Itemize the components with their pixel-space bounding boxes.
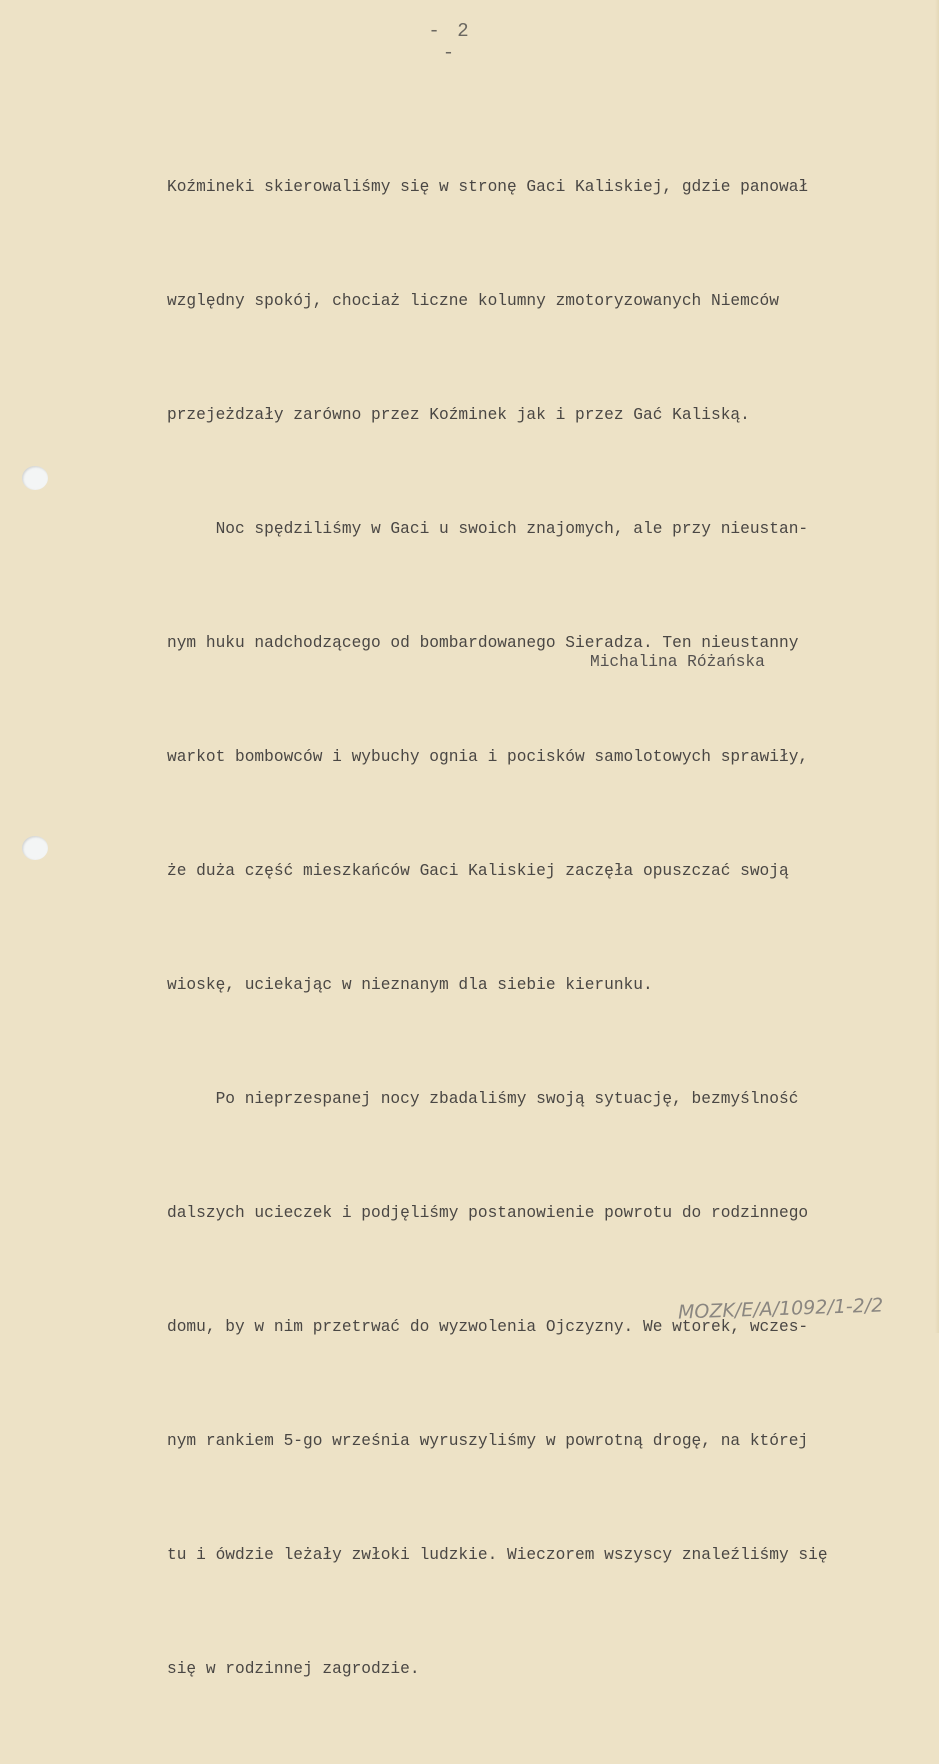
text-line: warkot bombowców i wybuchy ognia i pocisków samolotowych sprawiły, [167, 748, 809, 766]
text-line: tu i ówdzie leżały zwłoki ludzkie. Wieczorem wszyscy znaleźliśmy się [167, 1546, 828, 1564]
punch-hole-icon [22, 466, 48, 490]
text-line: Noc spędziliśmy w Gaci u swoich znajomych, ale przy nieustan- [167, 520, 809, 538]
text-line: wioskę, uciekając w nieznanym dla siebie kierunku. [167, 976, 653, 994]
text-line: przejeżdzały zarówno przez Koźminek jak i przez Gać Kaliską. [167, 406, 750, 424]
archive-reference: MOZK/E/A/1092/1-2/2 [677, 1294, 884, 1324]
text-line: się w rodzinnej zagrodzie. [167, 1660, 420, 1678]
text-line: względny spokój, chociaż liczne kolumny zmotoryzowanych Niemców [167, 292, 779, 310]
text-line: nym huku nadchodzącego od bombardowanego Sieradza. Ten nieustanny [167, 634, 799, 652]
text-line: Koźmineki skierowaliśmy się w stronę Gaci Kaliskiej, gdzie panował [167, 178, 809, 196]
signature: Michalina Różańska [590, 653, 765, 671]
text-line: nym rankiem 5-go września wyruszyliśmy w powrotną drogę, na której [167, 1432, 809, 1450]
text-line: dalszych ucieczek i podjęliśmy postanowienie powrotu do rodzinnego [167, 1204, 809, 1222]
text-line: Po nieprzespanej nocy zbadaliśmy swoją sytuację, bezmyślność [167, 1090, 799, 1108]
page-number: - 2 - [428, 20, 472, 64]
text-line: że duża część mieszkańców Gaci Kaliskiej zaczęła opuszczać swoją [167, 862, 789, 880]
punch-hole-icon [22, 836, 48, 860]
body-text [167, 92, 939, 1764]
text-line: domu, by w nim przetrwać do wyzwolenia Ojczyzny. We wtorek, wczes- [167, 1318, 809, 1336]
